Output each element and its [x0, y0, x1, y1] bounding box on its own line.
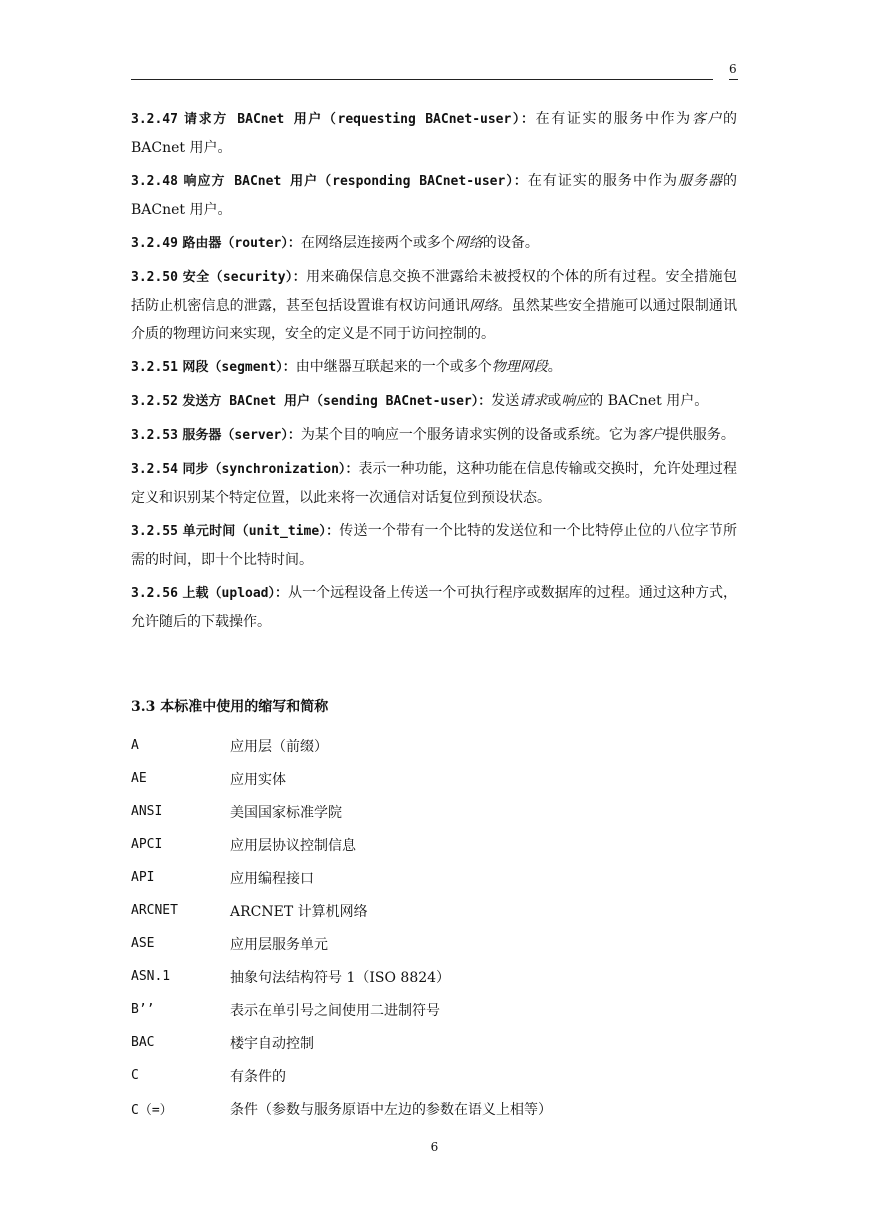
abbreviation-value: 应用编程接口	[230, 870, 314, 887]
abbreviation-key: C	[131, 1068, 139, 1083]
definition-number: 3.2.50	[131, 270, 178, 285]
abbreviation-row	[131, 861, 737, 894]
abbreviation-value: 抽象句法结构符号 1（ISO 8824）	[230, 969, 451, 986]
definition-item	[131, 455, 737, 512]
definition-term: 安全（security）：	[182, 270, 307, 285]
abbreviation-value: 应用层协议控制信息	[230, 837, 356, 854]
definition-text: 为某个目的响应一个服务请求实例的设备或系统。它为	[300, 427, 637, 443]
abbreviation-value: 应用层（前缀）	[230, 738, 328, 755]
definition-text: 从一个远程设备上传送一个可执行程序或数据库的过程。通过这种方式，允许随后的下载操作。	[131, 585, 737, 630]
definition-number: 3.2.51	[131, 360, 178, 375]
definition-text: 在有证实的服务中作为	[527, 173, 678, 189]
header-page-number-underline	[729, 79, 738, 80]
abbreviation-key: APCI	[131, 837, 163, 852]
definition-number: 3.2.56	[131, 586, 178, 601]
definition-italic-term: 物理网段	[491, 359, 548, 375]
definition-italic-term: 网络	[469, 298, 498, 314]
definition-italic-term: 网络	[454, 235, 483, 251]
definition-term: 单元时间（unit_time）：	[182, 524, 340, 539]
definition-text: 表示一种功能，这种功能在信息传输或交换时，允许处理过程定义和识别某个特定位置，以此来将一次通信对话复位到预设状态。	[131, 461, 738, 506]
definition-term: 路由器（router）：	[182, 236, 301, 251]
abbreviation-row	[131, 960, 737, 993]
abbreviation-key: ARCNET	[131, 903, 178, 918]
abbreviation-key: ANSI	[131, 804, 163, 819]
abbreviation-row	[131, 1059, 737, 1092]
definition-italic-term: 服务器	[677, 173, 724, 189]
header-page-number: 6	[729, 62, 737, 76]
definition-text: 。虽然某些安全措施可以通过限制通讯介质的物理访问来实现，安全的定义是不同于访问控制的。	[131, 298, 738, 342]
definition-term: 请求方 BACnet 用户（requesting BACnet-user）：	[184, 112, 536, 127]
abbreviation-value: 表示在单引号之间使用二进制符号	[230, 1002, 440, 1019]
definition-term: 服务器（server）：	[182, 428, 301, 443]
abbreviation-row	[131, 795, 737, 828]
abbreviation-key: C（=）	[131, 1103, 173, 1118]
abbreviation-row	[131, 729, 737, 762]
abbreviation-row	[131, 927, 737, 960]
abbreviation-key: ASN.1	[131, 969, 171, 984]
definition-number: 3.2.49	[131, 236, 178, 251]
definition-text: 的设备。	[482, 235, 539, 251]
definition-term: 同步（synchronization）：	[182, 462, 359, 477]
definition-text: 在有证实的服务中作为	[535, 111, 692, 127]
definition-text: 的 BACnet 用户。	[131, 173, 738, 218]
definition-number: 3.2.48	[131, 174, 178, 189]
definition-item	[131, 579, 737, 636]
abbreviation-value: 应用层服务单元	[230, 936, 328, 953]
definition-number: 3.2.54	[131, 462, 178, 477]
header-rule	[131, 79, 713, 80]
definition-term: 响应方 BACnet 用户（responding BACnet-user）：	[183, 174, 528, 189]
definition-term: 网段（segment）：	[182, 360, 296, 375]
abbreviation-key: AE	[131, 771, 147, 786]
abbreviation-row	[131, 828, 737, 861]
definition-item	[131, 167, 737, 224]
abbreviation-value: ARCNET 计算机网络	[230, 903, 368, 920]
definition-text: 用来确保信息交换不泄露给未被授权的个体的所有过程。安全措施包括防止机密信息的泄露，甚至包括设置谁有权访问通讯	[131, 269, 737, 314]
abbreviation-row	[131, 894, 737, 927]
definition-text: 的 BACnet 用户。	[131, 111, 738, 156]
definition-italic-term: 请求	[519, 393, 548, 409]
abbreviation-value: 美国国家标准学院	[230, 804, 342, 821]
abbreviations-list	[131, 729, 737, 1125]
abbreviation-key: A	[131, 738, 139, 753]
abbreviation-value: 楼宇自动控制	[230, 1035, 314, 1052]
definition-text: 由中继器互联起来的一个或多个	[295, 359, 492, 375]
abbreviation-key: B’’	[131, 1002, 155, 1017]
definition-italic-term: 响应	[561, 393, 590, 409]
footer-page-number: 6	[430, 1140, 439, 1154]
definition-item	[131, 353, 737, 382]
definition-term: 发送方 BACnet 用户（sending BACnet-user）：	[182, 394, 492, 409]
abbreviation-row	[131, 1092, 737, 1125]
definition-term: 上载（upload）：	[182, 586, 289, 601]
abbreviation-value: 条件（参数与服务原语中左边的参数在语义上相等）	[230, 1101, 552, 1118]
abbreviation-row	[131, 1026, 737, 1059]
abbreviation-value: 应用实体	[230, 771, 286, 788]
definition-text: 的 BACnet 用户。	[589, 393, 709, 409]
definition-text: 提供服务。	[664, 427, 735, 443]
definition-number: 3.2.47	[131, 112, 178, 127]
abbreviation-row	[131, 762, 737, 795]
definition-number: 3.2.55	[131, 524, 178, 539]
definition-text: 发送	[491, 393, 520, 409]
definition-number: 3.2.53	[131, 428, 178, 443]
definition-item	[131, 421, 737, 450]
definition-italic-term: 客户	[691, 111, 724, 127]
definition-item	[131, 105, 737, 162]
definition-number: 3.2.52	[131, 394, 178, 409]
definition-item	[131, 387, 737, 416]
definition-italic-term: 客户	[636, 427, 665, 443]
definition-text: 或	[547, 393, 562, 409]
abbreviation-key: ASE	[131, 936, 155, 951]
definition-text: 传送一个带有一个比特的发送位和一个比特停止位的八位字节所需的时间，即十个比特时间。	[131, 523, 737, 568]
definition-item	[131, 229, 737, 258]
abbreviation-value: 有条件的	[230, 1068, 286, 1085]
section-title: 3.3 本标准中使用的缩写和简称	[131, 699, 329, 715]
definition-text: 在网络层连接两个或多个	[300, 235, 455, 251]
abbreviation-key: BAC	[131, 1035, 155, 1050]
definitions-list	[131, 105, 737, 641]
definition-item	[131, 263, 737, 348]
definition-item	[131, 517, 737, 574]
abbreviation-row	[131, 993, 737, 1026]
definition-text: 。	[547, 359, 562, 375]
abbreviation-key: API	[131, 870, 155, 885]
